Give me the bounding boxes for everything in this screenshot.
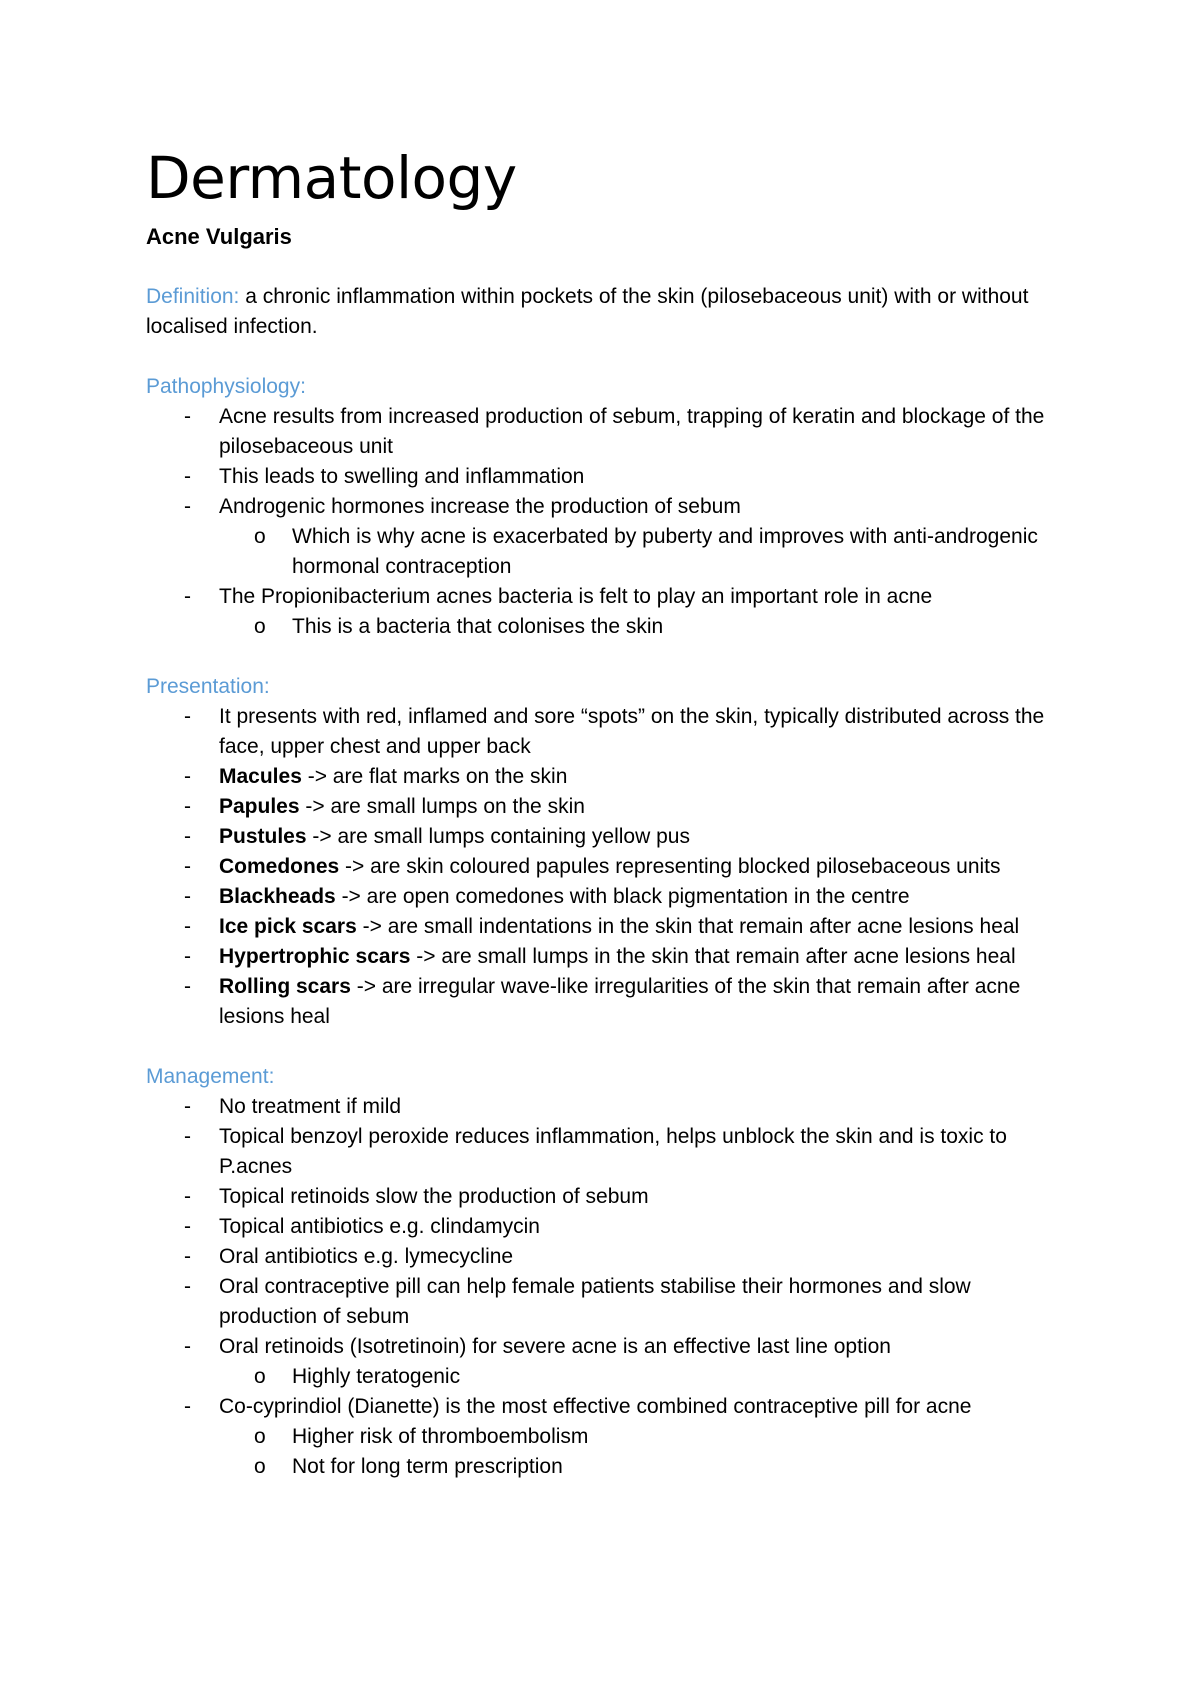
- pathophysiology-list: [146, 402, 1066, 642]
- list-item-text: Topical benzoyl peroxide reduces inflammation, helps unblock the skin and is toxic to P.acnes: [219, 1125, 1007, 1178]
- sub-list-item: o Highly teratogenic: [219, 1362, 1066, 1392]
- term: Blackheads: [219, 885, 336, 908]
- list-item: [146, 912, 1066, 942]
- list-item: [146, 1392, 1066, 1482]
- definition-paragraph: [146, 282, 1066, 342]
- term: Hypertrophic scars: [219, 945, 411, 968]
- list-item-text: Oral contraceptive pill can help female patients stabilise their hormones and slow production of sebum: [219, 1275, 971, 1328]
- management-section: [146, 1062, 1066, 1482]
- management-list: [146, 1092, 1066, 1482]
- page-title: Dermatology: [146, 144, 517, 212]
- list-item: [146, 882, 1066, 912]
- term: Ice pick scars: [219, 915, 357, 938]
- sub-list: [219, 522, 1066, 582]
- list-item: [146, 1272, 1066, 1332]
- term-description: -> are skin coloured papules representing blocked pilosebaceous units: [339, 855, 1001, 878]
- term-description: -> are irregular wave-like irregularities of the skin that remain after acne lesions heal: [219, 975, 1021, 1028]
- list-item-text: The Propionibacterium acnes bacteria is felt to play an important role in acne: [219, 585, 933, 608]
- section-title: Acne Vulgaris: [146, 224, 292, 249]
- list-item: [146, 1212, 1066, 1242]
- term: Macules: [219, 765, 302, 788]
- presentation-heading: Presentation:: [146, 675, 270, 698]
- list-item: [146, 1182, 1066, 1212]
- list-item-text: Topical retinoids slow the production of sebum: [219, 1185, 649, 1208]
- term-description: -> are small lumps containing yellow pus: [306, 825, 690, 848]
- list-item-text: No treatment if mild: [219, 1095, 402, 1118]
- term: Papules: [219, 795, 300, 818]
- term-description: -> are small indentations in the skin that remain after acne lesions heal: [356, 915, 1020, 938]
- sub-list-item: o Not for long term prescription: [219, 1452, 1066, 1482]
- list-item: [146, 492, 1066, 582]
- document-page: [146, 138, 1066, 1512]
- list-item: [146, 1242, 1066, 1272]
- list-item-text: Topical antibiotics e.g. clindamycin: [219, 1215, 540, 1238]
- term: Pustules: [219, 825, 307, 848]
- term-description: -> are small lumps in the skin that remain after acne lesions heal: [410, 945, 1016, 968]
- presentation-section: [146, 672, 1066, 1032]
- list-item-text: Oral antibiotics e.g. lymecycline: [219, 1245, 514, 1268]
- term-description: -> are open comedones with black pigmentation in the centre: [335, 885, 910, 908]
- list-item: [146, 852, 1066, 882]
- sub-list: [219, 612, 1066, 642]
- list-item: [146, 1332, 1066, 1392]
- pathophysiology-heading: Pathophysiology:: [146, 375, 306, 398]
- definition-text: a chronic inflammation within pockets of the skin (pilosebaceous unit) with or without localised infection.: [146, 285, 1029, 338]
- pathophysiology-section: [146, 372, 1066, 642]
- list-item: [146, 402, 1066, 462]
- sub-list-item: o Which is why acne is exacerbated by puberty and improves with anti-androgenic hormonal contraception: [219, 522, 1066, 582]
- term-description: -> are flat marks on the skin: [301, 765, 568, 788]
- list-item-text: Co-cyprindiol (Dianette) is the most effective combined contraceptive pill for acne: [219, 1395, 972, 1418]
- list-item: - It presents with red, inflamed and sore “spots” on the skin, typically distributed across the face, upper chest and upper back: [146, 702, 1066, 762]
- sub-list: [219, 1422, 1066, 1482]
- list-item-text: Androgenic hormones increase the production of sebum: [219, 495, 741, 518]
- list-item: [146, 792, 1066, 822]
- list-item-text: Oral retinoids (Isotretinoin) for severe acne is an effective last line option: [219, 1335, 891, 1358]
- term: Rolling scars: [219, 975, 351, 998]
- list-item: [146, 942, 1066, 972]
- term-description: -> are small lumps on the skin: [299, 795, 585, 818]
- list-item: [146, 972, 1066, 1032]
- list-item-text: Acne results from increased production of sebum, trapping of keratin and blockage of the pilosebaceous unit: [219, 405, 1045, 458]
- definition-label: Definition:: [146, 285, 240, 308]
- list-item: [146, 822, 1066, 852]
- list-item: [146, 762, 1066, 792]
- sub-list-item: o This is a bacteria that colonises the skin: [219, 612, 1066, 642]
- list-item: [146, 1092, 1066, 1122]
- term: Comedones: [219, 855, 340, 878]
- sub-list: [219, 1362, 1066, 1392]
- list-item: [146, 582, 1066, 642]
- presentation-list: [146, 702, 1066, 1032]
- list-item-text: This leads to swelling and inflammation: [219, 465, 585, 488]
- sub-list-item: o Higher risk of thromboembolism: [219, 1422, 1066, 1452]
- list-item: [146, 1122, 1066, 1182]
- management-heading: Management:: [146, 1065, 275, 1088]
- list-item: [146, 462, 1066, 492]
